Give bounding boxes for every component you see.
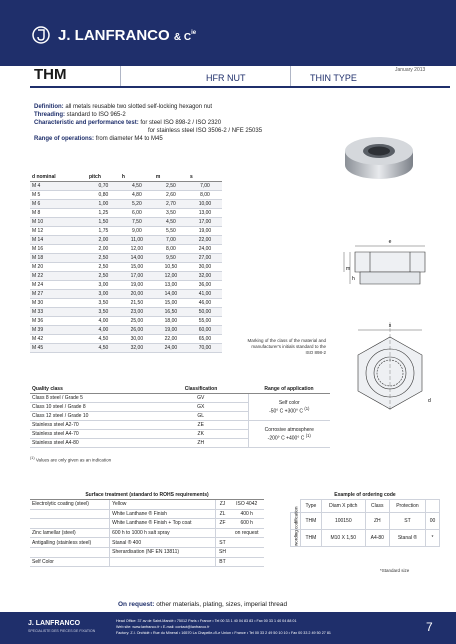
dimension-cell: 9,00 (120, 227, 154, 236)
header-band (0, 0, 456, 66)
dimension-cell: 0,80 (87, 191, 120, 200)
dimension-cell: M 45 (30, 344, 87, 353)
label-d: d (428, 398, 431, 404)
col-d: d nominal (30, 172, 87, 182)
surface-cell: ISO 4042 (229, 500, 264, 510)
col-classification: Classification (154, 384, 248, 394)
dimension-cell: 14,00 (120, 254, 154, 263)
dimension-cell: 2,50 (87, 254, 120, 263)
dimension-cell: M 5 (30, 191, 87, 200)
dimension-row (30, 326, 222, 335)
quality-table (30, 384, 330, 448)
surface-cell: ST (215, 538, 229, 548)
dimension-cell: 7,00 (154, 236, 188, 245)
dimension-cell: 30,00 (188, 263, 222, 272)
technical-drawing (340, 212, 440, 412)
product-name: HFR NUT (206, 73, 246, 83)
surface-cell: Stanal ® 400 (110, 538, 215, 548)
surface-table (30, 490, 264, 567)
dimension-cell: M 10 (30, 218, 87, 227)
dimension-cell: 22,00 (188, 236, 222, 245)
surface-cell: Zinc lamellar (steel) (30, 528, 110, 538)
dimension-cell: 23,00 (120, 308, 154, 317)
dimension-cell: M 6 (30, 200, 87, 209)
dimension-cell: 15,00 (154, 299, 188, 308)
label-h: h (352, 276, 355, 282)
surface-row (30, 557, 264, 567)
dimension-row (30, 218, 222, 227)
dimension-cell: 21,50 (120, 299, 154, 308)
dimension-cell: M 30 (30, 299, 87, 308)
on-request-line: On request: other materials, plating, sizes, imperial thread (118, 601, 288, 608)
dimension-cell: 4,50 (87, 344, 120, 353)
footer-factory: Factory: Z.I. Orchidé • Rue du Mineral • 16570 La Chapelle-d'Le Union • France • Tel 00 33 2 49 50 10 10 • Fax 00 33 2 49 50 27 81 (116, 631, 331, 635)
quality-cell: Stainless steel A2-70 (30, 421, 154, 430)
class-cell: ZK (154, 430, 248, 439)
ordering-cell: 00 (426, 513, 440, 530)
dimension-cell: M 27 (30, 290, 87, 299)
nut-photo (340, 125, 418, 187)
dimension-row (30, 317, 222, 326)
dimension-row (30, 272, 222, 281)
dimension-row (30, 200, 222, 209)
footer-head-office: Head Office: 37 av de Saint-Mandé • 75012 Paris • France • Tel 00 33 1 40 04 83 83 • Fax 00 33 1 40 04 88 01 (116, 619, 297, 623)
dimension-cell: M 18 (30, 254, 87, 263)
dimension-cell: 9,50 (154, 254, 188, 263)
dimension-cell: 27,00 (188, 254, 222, 263)
dimension-cell: M 14 (30, 236, 87, 245)
dimension-cell: 10,00 (188, 200, 222, 209)
quality-cell: Class 8 steel / Grade 5 (30, 394, 154, 403)
surface-cell: 600 h (229, 519, 264, 529)
ordering-cell: A4-80 (365, 530, 389, 547)
class-cell: GX (154, 403, 248, 412)
dimension-cell: 46,00 (188, 299, 222, 308)
surface-cell: 400 h (229, 509, 264, 519)
title-underline (30, 86, 450, 88)
dimension-cell: 7,50 (120, 218, 154, 227)
ordering-cell: * (426, 530, 440, 547)
dimension-cell: M 24 (30, 281, 87, 290)
dimension-cell: 15,00 (120, 263, 154, 272)
dimension-cell: 2,50 (87, 263, 120, 272)
dimension-cell: 55,00 (188, 317, 222, 326)
dimension-row (30, 308, 222, 317)
dimension-cell: 19,00 (154, 326, 188, 335)
dimension-row (30, 227, 222, 236)
ordering-cell: M10 X 1,50 (321, 530, 365, 547)
characteristic-line-2: for stainless steel ISO 3506-2 / NFE 25035 (148, 128, 263, 134)
dimension-cell: 24,00 (154, 344, 188, 353)
dimension-cell: 4,50 (87, 335, 120, 344)
col-h: h (120, 172, 154, 182)
dimension-row (30, 281, 222, 290)
col-type: Type (301, 500, 322, 513)
quality-cell: Class 12 steel / Grade 10 (30, 412, 154, 421)
characteristic-line: Characteristic and performance test: for steel ISO 898-2 / ISO 2320 (34, 120, 222, 126)
dimension-cell: 70,00 (188, 344, 222, 353)
divider (120, 66, 121, 88)
dimension-cell: 7,00 (188, 182, 222, 191)
surface-cell: Antigalling (stainless steel) (30, 538, 110, 548)
dimension-cell: 4,80 (120, 191, 154, 200)
footer-band (0, 612, 456, 644)
dimension-cell: 16,50 (154, 308, 188, 317)
dimension-cell: M 22 (30, 272, 87, 281)
class-cell: ZH (154, 439, 248, 448)
col-s: s (188, 172, 222, 182)
surface-cell (229, 547, 264, 557)
dimension-cell: 24,00 (188, 245, 222, 254)
range-stainless: Corrosive atmosphere -200° C +400° C $^{(1)}$ (248, 421, 330, 448)
ordering-cell: THM (301, 513, 322, 530)
dimension-cell: 26,00 (120, 326, 154, 335)
dimension-cell: 13,00 (188, 209, 222, 218)
dimension-cell: 19,00 (120, 281, 154, 290)
ordering-header: Example of ordering code (334, 491, 396, 498)
dimension-cell: 2,00 (87, 236, 120, 245)
surface-cell: White Lanthane ® Finish + Top coat (110, 519, 215, 529)
surface-row (30, 528, 264, 538)
dimension-cell: 3,00 (87, 281, 120, 290)
surface-cell: Electrolytic coating (steel) (30, 500, 110, 510)
surface-cell: Yellow (110, 500, 215, 510)
dimension-cell: 11,00 (120, 236, 154, 245)
dimension-cell: 10,50 (154, 263, 188, 272)
quality-cell: Stainless steel A4-80 (30, 439, 154, 448)
dimension-cell: 2,60 (154, 191, 188, 200)
dimension-cell: 5,50 (154, 227, 188, 236)
ordering-row (291, 513, 440, 530)
class-cell: ZE (154, 421, 248, 430)
dimensions-table (30, 172, 222, 353)
dimension-cell: 4,50 (154, 218, 188, 227)
dimension-cell: M 12 (30, 227, 87, 236)
quality-cell: Class 10 steel / Grade 8 (30, 403, 154, 412)
col-range: Range of application (248, 384, 330, 394)
dimension-cell: 1,50 (87, 218, 120, 227)
col-m: m (154, 172, 188, 182)
dimension-row (30, 335, 222, 344)
surface-cell: Self Color (30, 557, 110, 567)
dimension-row (30, 182, 222, 191)
surface-cell: Sherardisation (NF EN 13811) (110, 547, 215, 557)
quality-cell: Stainless steel A4-70 (30, 430, 154, 439)
dimension-row (30, 236, 222, 245)
dimension-cell: 18,00 (154, 317, 188, 326)
surface-cell: on request (229, 528, 264, 538)
dimension-cell: M 36 (30, 317, 87, 326)
dimension-cell: 1,00 (87, 200, 120, 209)
dimension-cell: M 4 (30, 182, 87, 191)
dimension-row (30, 209, 222, 218)
dimension-cell: 32,00 (120, 344, 154, 353)
dimension-cell: M 33 (30, 308, 87, 317)
dimension-cell: M 39 (30, 326, 87, 335)
dimension-cell: 12,00 (154, 272, 188, 281)
dimension-cell: 6,00 (120, 209, 154, 218)
dimension-cell: 50,00 (188, 308, 222, 317)
label-m: m (346, 266, 351, 272)
range-line: Range of operations: from diameter M4 to M45 (34, 136, 163, 142)
dimension-cell: 36,00 (188, 281, 222, 290)
logo-icon (32, 26, 50, 44)
class-cell: GV (154, 394, 248, 403)
dimension-cell: 13,00 (154, 281, 188, 290)
dimension-row (30, 245, 222, 254)
dimension-cell: 25,00 (120, 317, 154, 326)
page-number: 7 (426, 620, 433, 634)
dimension-cell: 22,00 (154, 335, 188, 344)
dimension-cell: 8,00 (188, 191, 222, 200)
dimension-cell: 3,50 (87, 308, 120, 317)
col-diam: Diam X pitch (321, 500, 365, 513)
surface-cell: ZJ (215, 500, 229, 510)
label-s: s (388, 323, 392, 329)
ordering-cell: Stanal ® (389, 530, 425, 547)
footer-subtitle: SPECIALISTE DES PIECES DE FIXATION (28, 629, 96, 633)
surface-row (30, 519, 264, 529)
spacer (426, 500, 440, 513)
surface-header: Surface treatment (standard to ROHS requirements) (30, 490, 264, 500)
dimension-cell: 41,00 (188, 290, 222, 299)
footer-web: Web site: www.lanfranco.fr • E-mail: contact@lanfranco.fr (116, 625, 210, 629)
dimension-cell: 14,00 (154, 290, 188, 299)
dimension-cell: 19,00 (188, 227, 222, 236)
col-pitch: pitch (87, 172, 120, 182)
dimension-row (30, 299, 222, 308)
label-e: e (388, 239, 392, 245)
col-quality: Quality class (30, 384, 154, 394)
dimension-row (30, 344, 222, 353)
dimension-cell: 3,50 (87, 299, 120, 308)
surface-cell (229, 557, 264, 567)
ordering-note: *Standard size (380, 568, 410, 573)
dimension-cell: M 8 (30, 209, 87, 218)
dimension-cell: 2,50 (154, 182, 188, 191)
dimension-cell: 60,00 (188, 326, 222, 335)
dimension-row (30, 263, 222, 272)
quality-footnote: $^{(1)}$ Values are only given as an indication (30, 456, 112, 463)
dimension-cell: 2,70 (154, 200, 188, 209)
product-type: THIN TYPE (310, 73, 357, 83)
range-steel: Self color -50° C +300° C $^{(1)}$ (248, 394, 330, 421)
dimension-cell: 8,00 (154, 245, 188, 254)
surface-cell: ZL (215, 509, 229, 519)
surface-cell: BT (215, 557, 229, 567)
definition-line: Definition: all metals reusable two slotted self-locking hexagon nut (34, 104, 213, 110)
col-class: Class (365, 500, 389, 513)
ordering-table (290, 490, 440, 547)
dimension-cell: M 20 (30, 263, 87, 272)
surface-row (30, 547, 264, 557)
dimension-cell: 32,00 (188, 272, 222, 281)
surface-cell (215, 528, 229, 538)
dimension-cell: 65,00 (188, 335, 222, 344)
dimension-cell: 1,25 (87, 209, 120, 218)
dimension-cell: 3,50 (154, 209, 188, 218)
dimension-cell: 2,00 (87, 245, 120, 254)
ordering-cell: ST (389, 513, 425, 530)
ordering-cell: ZH (365, 513, 389, 530)
ordering-side-label: wording (291, 530, 301, 547)
ordering-cell: THM (301, 530, 322, 547)
ordering-cell: 100150 (321, 513, 365, 530)
surface-cell (110, 557, 215, 567)
dimension-cell: 12,00 (120, 245, 154, 254)
threading-line: Threading: standard to ISO 965-2 (34, 112, 126, 118)
dimension-cell: 1,75 (87, 227, 120, 236)
ordering-row (291, 530, 440, 547)
surface-cell: 600 h to 1000 h salt spray (110, 528, 215, 538)
product-code: THM (34, 66, 67, 83)
ordering-side-label: codification (291, 513, 301, 530)
surface-cell: White Lanthane ® Finish (110, 509, 215, 519)
dimension-row (30, 254, 222, 263)
dimension-cell: 30,00 (120, 335, 154, 344)
dimension-cell: 20,00 (120, 290, 154, 299)
surface-row (30, 538, 264, 548)
dimension-cell: 5,20 (120, 200, 154, 209)
dimension-row (30, 290, 222, 299)
dimension-cell: 3,00 (87, 290, 120, 299)
dimension-row (30, 191, 222, 200)
divider (290, 66, 291, 88)
dimension-cell: 4,00 (87, 317, 120, 326)
surface-row (30, 509, 264, 519)
class-cell: GL (154, 412, 248, 421)
surface-cell (229, 538, 264, 548)
dimension-cell: M 42 (30, 335, 87, 344)
surface-cell (30, 519, 110, 529)
surface-cell (30, 509, 110, 519)
dimension-cell: 17,00 (120, 272, 154, 281)
dimension-cell: 4,50 (120, 182, 154, 191)
surface-cell: SH (215, 547, 229, 557)
marking-note: Marking of the class of the material and manufacturer's initials standard to the ISO 898-2 (247, 338, 326, 355)
dimension-cell: M 16 (30, 245, 87, 254)
edition-date: January 2013 (395, 67, 426, 73)
dimension-cell: 0,70 (87, 182, 120, 191)
dimension-cell: 2,50 (87, 272, 120, 281)
surface-cell: ZF (215, 519, 229, 529)
dimension-cell: 4,00 (87, 326, 120, 335)
brand-name: J. LANFRANCO & $C^{ie}$ (58, 27, 197, 44)
dimension-cell: 17,00 (188, 218, 222, 227)
surface-cell (30, 547, 110, 557)
col-protection: Protection (389, 500, 425, 513)
surface-row (30, 500, 264, 510)
footer-brand: J. LANFRANCO (28, 620, 81, 627)
